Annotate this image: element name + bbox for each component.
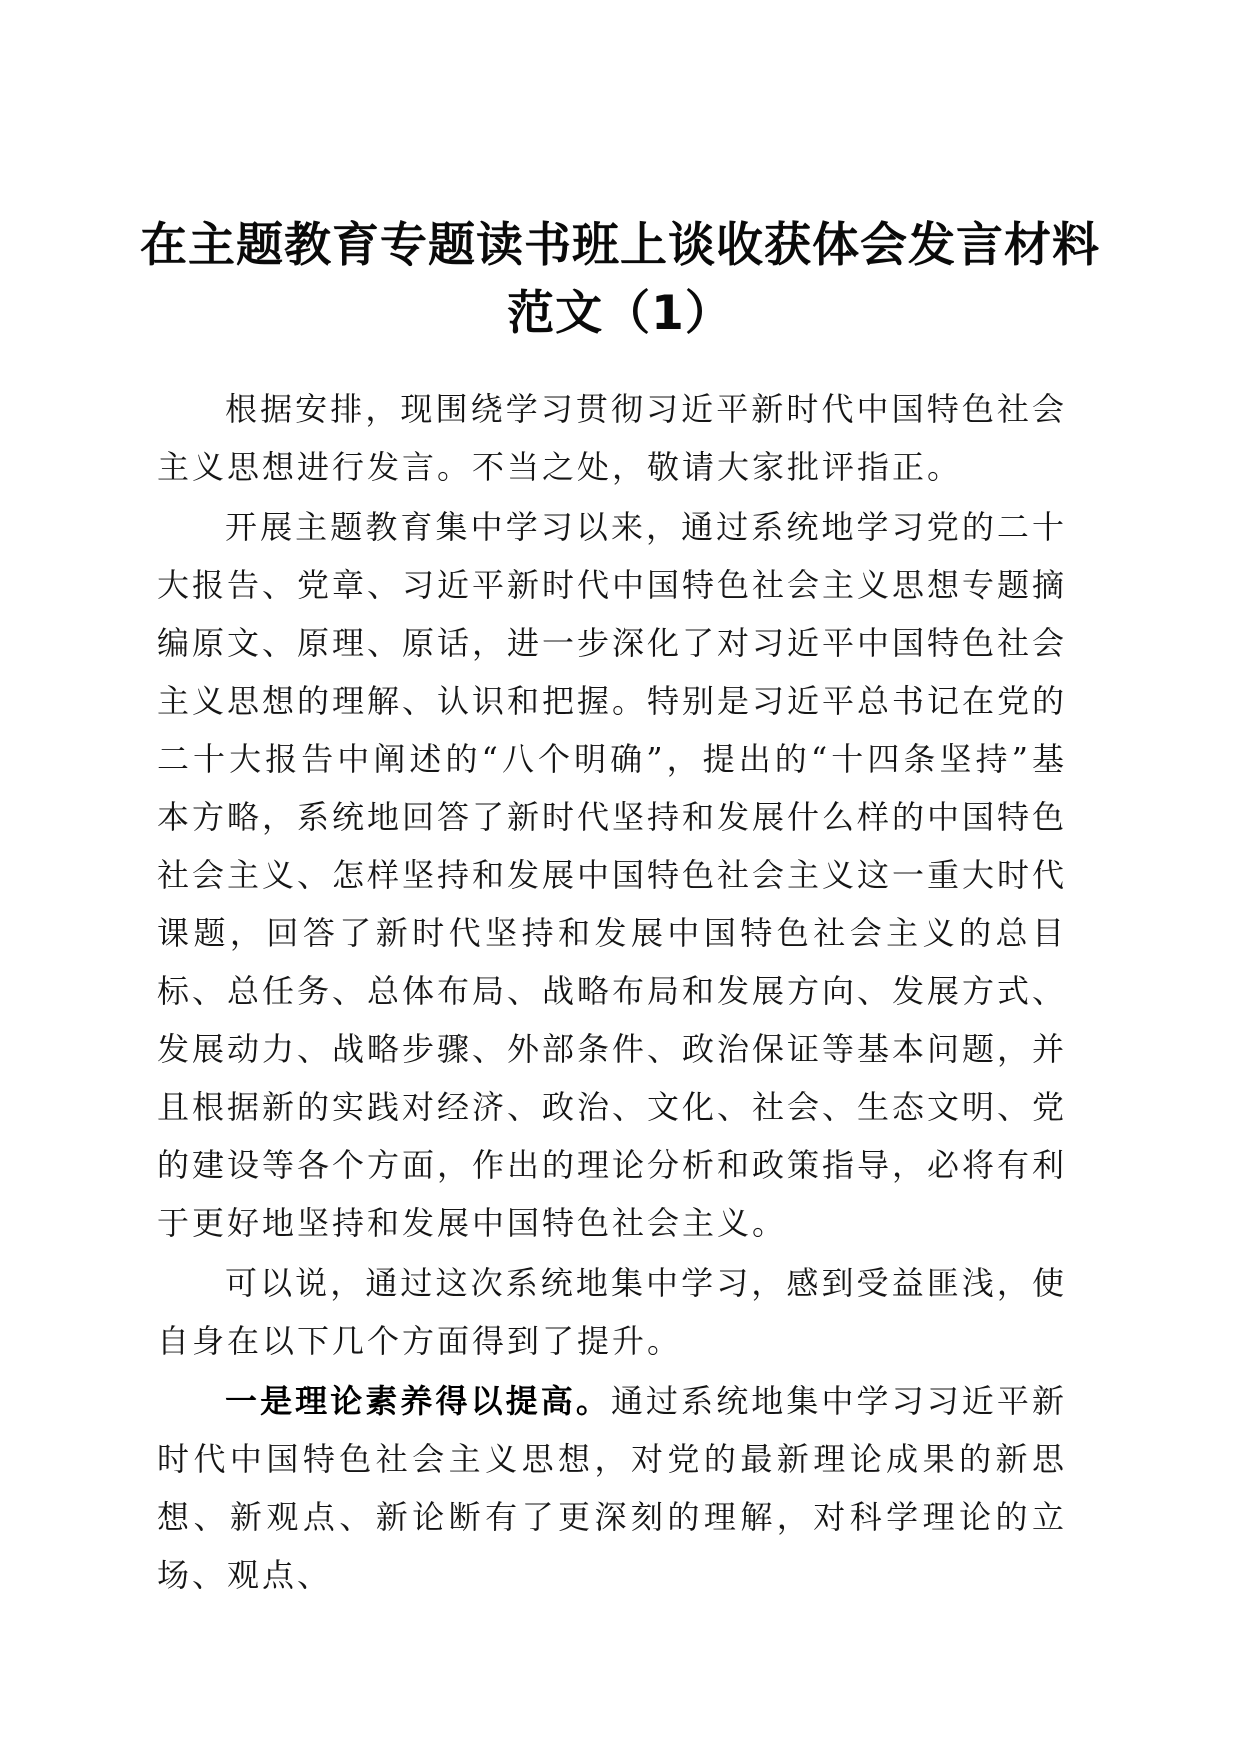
title-line-1: 在主题教育专题读书班上谈收获体会发言材料 xyxy=(140,218,1100,273)
document-body xyxy=(157,380,1067,1604)
document-title xyxy=(140,212,1100,348)
paragraph-lead-heading: 一是理论素养得以提高。 xyxy=(225,1382,611,1420)
paragraph-study-summary xyxy=(157,498,1067,1252)
paragraph-text: 开展主题教育集中学习以来，通过系统地学习党的二十大报告、党章、习近平新时代中国特色社会主义思想专题摘编原文、原理、原话，进一步深化了对习近平中国特色社会主义思想的理解、认识和把握。特别是习近平总书记在党的二十大报告中阐述的“八个明确”，提出的“十四条坚持”基本方略，系统地回答了新时代坚持和发展什么样的中国特色社会主义、怎样坚持和发展中国特色社会主义这一重大时代课题，回答了新时代坚持和发展中国特色社会主义的总目标、总任务、总体布局、战略布局和发展方向、发展方式、发展动力、战略步骤、外部条件、政治保证等基本问题，并且根据新的实践对经济、政治、文化、社会、生态文明、党的建设等各个方面，作出的理论分析和政策指导，必将有利于更好地坚持和发展中国特色社会主义。 xyxy=(157,508,1068,1242)
paragraph-text: 可以说，通过这次系统地集中学习，感到受益匪浅，使自身在以下几个方面得到了提升。 xyxy=(157,1264,1067,1360)
paragraph-text: 通过系统地集中学习习近平新时代中国特色社会主义思想，对党的最新理论成果的新思想、新观点、新论断有了更深刻的理解，对科学理论的立场、观点、 xyxy=(157,1382,1067,1594)
paragraph-text: 根据安排，现围绕学习贯彻习近平新时代中国特色社会主义思想进行发言。不当之处，敬请大家批评指正。 xyxy=(157,390,1067,486)
title-line-2: 范文（1） xyxy=(507,286,733,341)
paragraph-intro xyxy=(157,380,1067,496)
paragraph-benefits xyxy=(157,1254,1067,1370)
paragraph-point-one xyxy=(157,1372,1067,1604)
